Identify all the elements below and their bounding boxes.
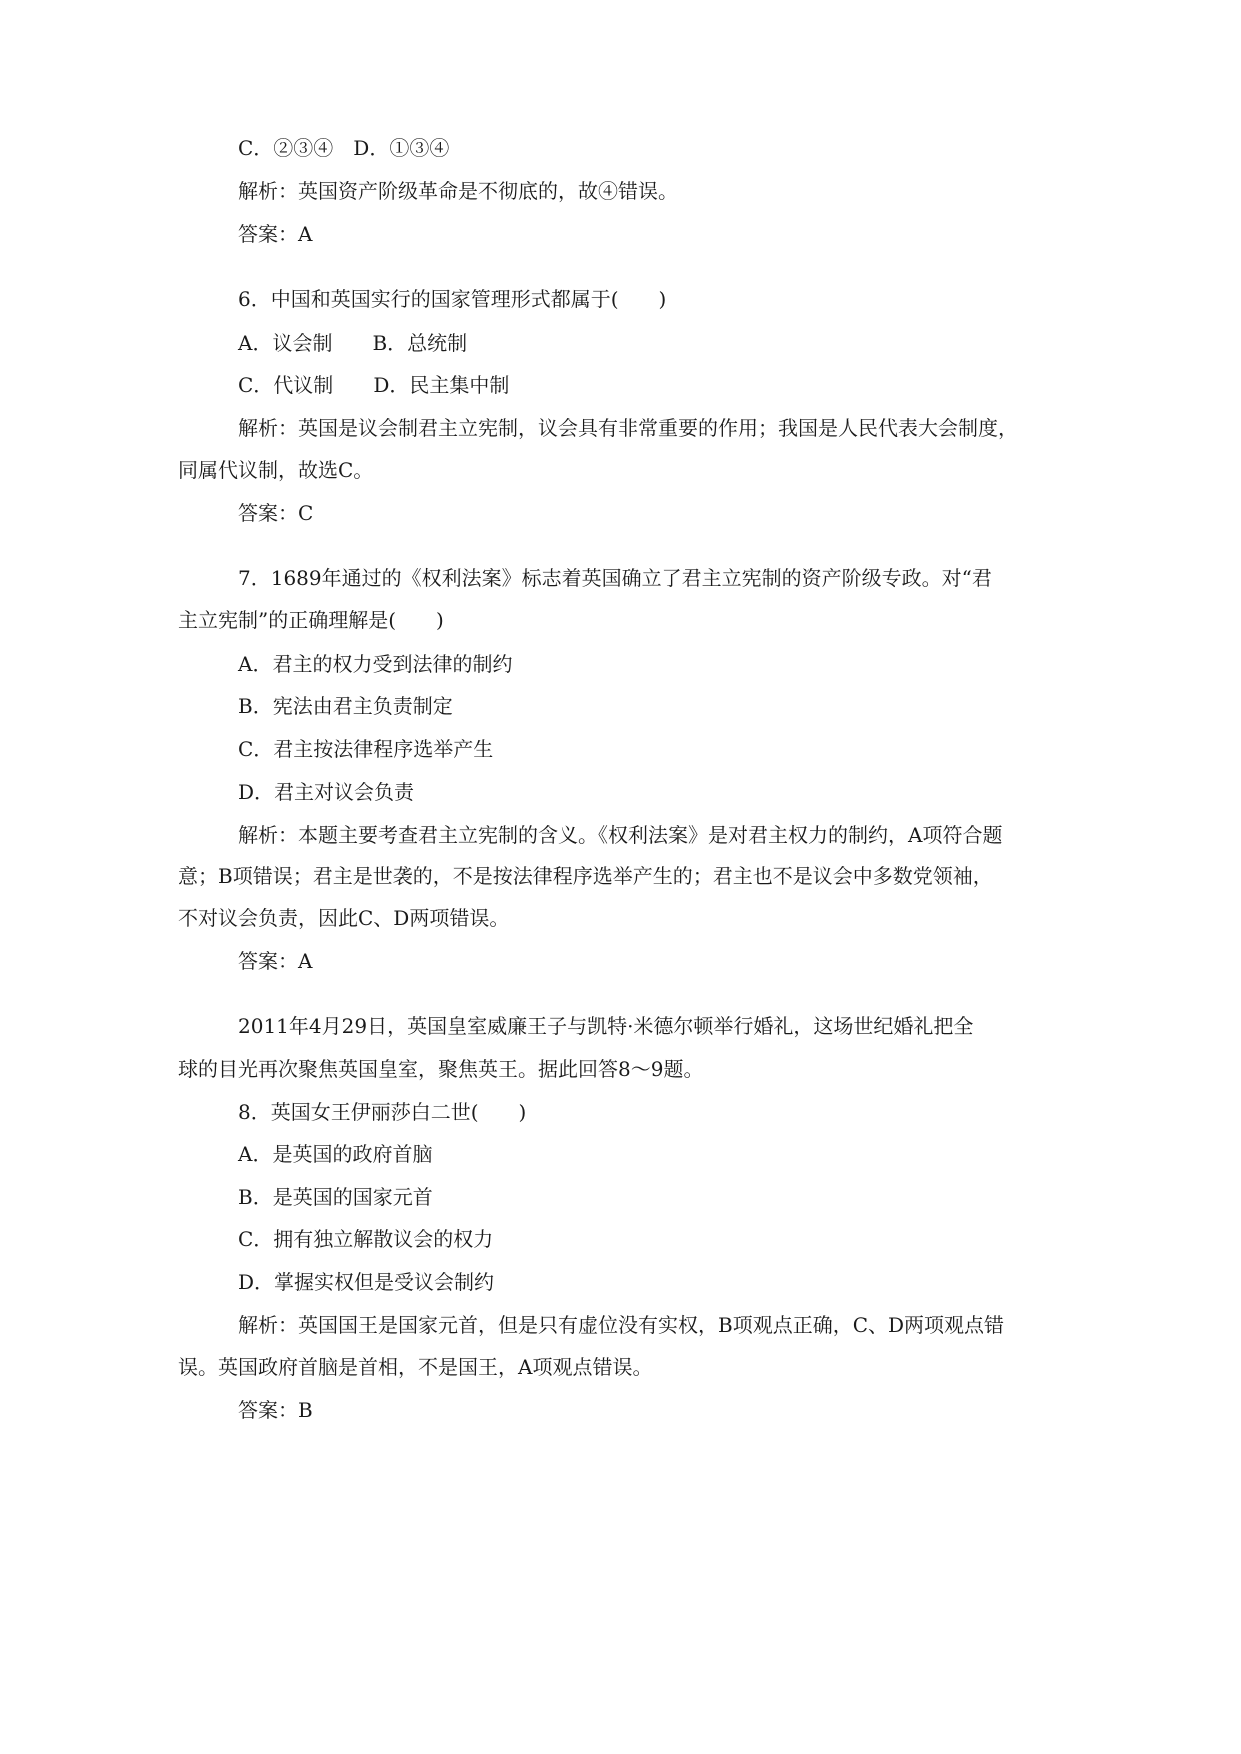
q6-answer: 答案：C (238, 501, 314, 525)
q8-option-c: C．拥有独立解散议会的权力 (238, 1227, 494, 1251)
q7-option-a: A．君主的权力受到法律的制约 (238, 652, 513, 676)
passage-line1: 2011年4月29日，英国皇室威廉王子与凯特·米德尔顿举行婚礼，这场世纪婚礼把全 (238, 1014, 974, 1038)
q5-analysis: 解析：英国资产阶级革命是不彻底的，故④错误。 (238, 179, 678, 203)
q8-analysis-line2: 误。英国政府首脑是首相，不是国王，A项观点错误。 (178, 1355, 653, 1379)
q8-stem: 8．英国女王伊丽莎白二世( ) (238, 1100, 527, 1124)
q7-option-c: C．君主按法律程序选举产生 (238, 737, 494, 761)
q8-analysis-line1: 解析：英国国王是国家元首，但是只有虚位没有实权，B项观点正确，C、D两项观点错 (238, 1313, 1005, 1337)
q8-option-a: A．是英国的政府首脑 (238, 1142, 433, 1166)
q7-stem-line2: 主立宪制”的正确理解是( ) (178, 608, 444, 632)
q7-analysis-line1: 解析：本题主要考查君主立宪制的含义。《权利法案》是对君主权力的制约，A项符合题 (238, 823, 1003, 847)
q7-answer: 答案：A (238, 949, 313, 973)
q5-answer: 答案：A (238, 222, 313, 246)
q7-stem-line1: 7．1689年通过的《权利法案》标志着英国确立了君主立宪制的资产阶级专政。对“君 (238, 566, 992, 590)
q8-option-d: D．掌握实权但是受议会制约 (238, 1270, 495, 1294)
q6-options-cd (238, 372, 509, 398)
q6-analysis-line2: 同属代议制，故选C。 (178, 458, 374, 482)
q6-option-d: D．民主集中制 (373, 373, 510, 397)
q7-analysis-line2: 意；B项错误；君主是世袭的，不是按法律程序选举产生的；君主也不是议会中多数党领袖， (178, 864, 993, 888)
q8-option-b: B．是英国的国家元首 (238, 1185, 433, 1209)
q6-option-c: C．代议制 (238, 373, 334, 397)
q7-option-b: B．宪法由君主负责制定 (238, 694, 453, 718)
q6-options-ab (238, 330, 467, 356)
q6-option-b: B．总统制 (372, 331, 468, 355)
passage-line2: 球的目光再次聚焦英国皇室，聚焦英王。据此回答8～9题。 (178, 1057, 704, 1081)
q7-option-d: D．君主对议会负责 (238, 780, 415, 804)
q6-stem: 6．中国和英国实行的国家管理形式都属于( ) (238, 287, 667, 311)
q6-analysis-line1: 解析：英国是议会制君主立宪制，议会具有非常重要的作用；我国是人民代表大会制度， (238, 416, 1018, 440)
q5-options-cd: C．②③④ D．①③④ (238, 136, 450, 160)
q7-analysis-line3: 不对议会负责，因此C、D两项错误。 (178, 906, 510, 930)
q8-answer: 答案：B (238, 1398, 313, 1422)
q6-option-a: A．议会制 (238, 331, 333, 355)
